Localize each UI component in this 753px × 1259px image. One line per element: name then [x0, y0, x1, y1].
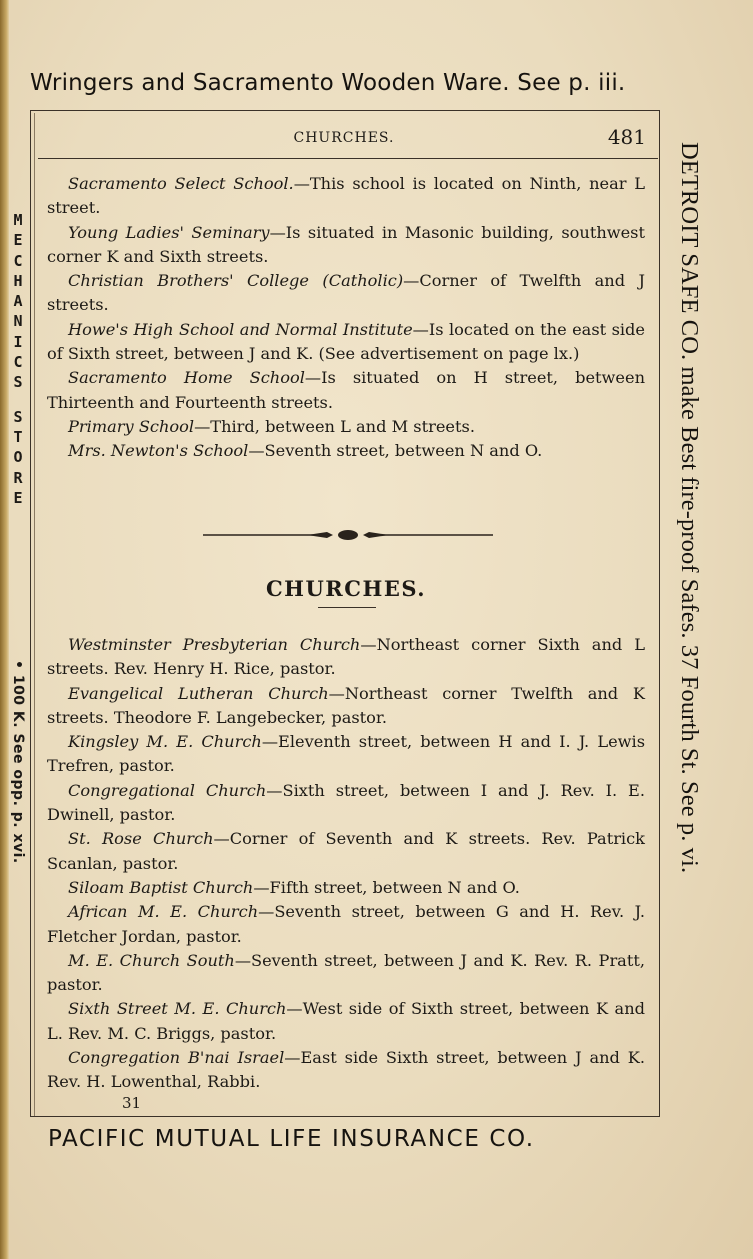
signature-folio: 31	[122, 1094, 142, 1112]
left-ad-rotated-text: • 100 K. See opp. p. xvi.	[10, 660, 26, 864]
church-entry	[47, 949, 645, 998]
header-rule	[38, 158, 658, 159]
church-entry-text: —Eleventh street, between H and I. J. Lewis Trefren, pastor.	[47, 732, 646, 776]
running-title: CHURCHES.	[293, 130, 395, 146]
school-entry-text: —Third, between L and M streets.	[194, 416, 475, 436]
left-ad-letter: H	[13, 271, 23, 290]
church-entry-name: Congregation B'nai Israel	[68, 1048, 285, 1068]
school-entry	[47, 415, 645, 439]
church-entry	[47, 730, 645, 779]
left-ad-stacked-letters	[10, 210, 26, 508]
church-entry-name: Kingsley M. E. Church	[68, 732, 262, 752]
school-entry-text: —Is situated on H street, between Thirteenth and Fourteenth streets.	[47, 368, 645, 412]
right-ad-text: DETROIT SAFE CO. make Best fire-proof Safes. 37 Fourth St. See p. vi.	[676, 142, 703, 874]
school-entry	[47, 269, 645, 318]
church-entry-text: —Sixth street, between I and J. Rev. I. E. Dwinell, pastor.	[47, 780, 646, 825]
church-entry-name: African M. E. Church	[68, 902, 259, 922]
church-entry-text: —Seventh street, between G and H. Rev. J. Fletcher Jordan, pastor.	[47, 902, 645, 946]
section-title-rule	[318, 607, 376, 608]
left-ad-letter: S	[13, 373, 23, 392]
school-entry-denomination: (Catholic)	[308, 271, 404, 291]
church-entry-text: —West side of Sixth street, between K and L. Rev. M. C. Briggs, pastor.	[47, 999, 645, 1043]
left-ad-letter: M	[13, 211, 23, 229]
church-entry	[47, 1046, 645, 1095]
right-margin-advertisement	[673, 142, 703, 1062]
church-entry-name: Evangelical Lutheran Church	[68, 683, 329, 703]
school-entry-text: —Is located on the east side of Sixth street, between J and K. (See advertisement on page lx.)	[47, 319, 645, 364]
church-entry-name: Sixth Street M. E. Church	[68, 999, 287, 1019]
left-ad-letter: A	[13, 292, 23, 311]
school-entry-name: Primary School	[68, 416, 195, 436]
churches-list	[47, 633, 645, 1095]
school-entry	[47, 439, 645, 463]
school-entry-name: Sacramento Select School.	[68, 174, 294, 193]
school-entry	[47, 318, 645, 367]
left-ad-letter: C	[13, 353, 23, 372]
left-ad-letter: T	[13, 427, 23, 446]
school-entry-name: Howe's High School and Normal Institute	[68, 319, 413, 339]
church-entry-name: St. Rose Church	[68, 829, 214, 849]
school-entry-name: Young Ladies' Seminary	[68, 222, 270, 242]
church-entry	[47, 997, 645, 1046]
schools-list	[47, 172, 645, 464]
school-entry-text: —Is situated in Masonic building, southwest corner K and Sixth streets.	[47, 222, 645, 266]
church-entry	[47, 682, 645, 731]
church-entry-text: —Seventh street, between J and K. Rev. R. Pratt, pastor.	[47, 950, 645, 995]
church-entry-name: Westminster Presbyterian Church	[68, 635, 361, 654]
school-entry-text: —Seventh street, between N and O.	[248, 441, 543, 461]
left-margin-advertisement	[0, 210, 28, 1010]
section-ornament	[203, 527, 493, 543]
left-ad-letter: S	[13, 407, 23, 426]
bottom-advertisement: PACIFIC MUTUAL LIFE INSURANCE CO.	[48, 1126, 535, 1152]
school-entry	[47, 366, 645, 415]
school-entry-text: —Corner of Twelfth and J streets.	[47, 271, 645, 315]
church-entry	[47, 827, 645, 876]
left-ad-letter: I	[13, 332, 23, 351]
church-entry	[47, 779, 645, 828]
church-entry-text: —Fifth street, between N and O.	[253, 877, 520, 897]
left-ad-letter: R	[13, 468, 23, 487]
school-entry-name: Christian Brothers' College	[68, 271, 309, 291]
church-entry-text: —Corner of Seventh and K streets. Rev. Patrick Scanlan, pastor.	[47, 829, 645, 873]
church-entry-name: M. E. Church South	[68, 950, 235, 970]
church-entry-text: —East side Sixth street, between J and K. Rev. H. Lowenthal, Rabbi.	[47, 1048, 646, 1092]
running-header	[38, 127, 650, 157]
church-entry-text: —Northeast corner Sixth and L streets. Rev. Henry H. Rice, pastor.	[47, 635, 645, 679]
school-entry-name: Mrs. Newton's School	[68, 441, 249, 461]
school-entry	[47, 221, 645, 270]
left-ad-letter: C	[13, 251, 23, 270]
school-entry-text: —This school is located on Ninth, near L street.	[47, 174, 646, 218]
top-advertisement: Wringers and Sacramento Wooden Ware. See p. iii.	[30, 70, 626, 96]
church-entry-name: Siloam Baptist Church	[68, 877, 254, 897]
page-number: 481	[607, 125, 646, 149]
school-entry-name: Sacramento Home School	[68, 368, 305, 388]
left-ad-letter: N	[13, 312, 23, 331]
left-ad-letter: E	[13, 231, 23, 250]
church-entry	[47, 900, 645, 949]
left-ad-letter: O	[13, 448, 23, 467]
church-entry-name: Congregational Church	[68, 780, 267, 800]
left-ad-letter: E	[13, 488, 23, 507]
section-title: CHURCHES.	[265, 576, 427, 601]
school-entry	[47, 172, 645, 221]
church-entry-text: —Northeast corner Twelfth and K streets. Theodore F. Langebecker, pastor.	[47, 683, 645, 727]
church-entry	[47, 633, 645, 682]
church-entry	[47, 876, 645, 900]
